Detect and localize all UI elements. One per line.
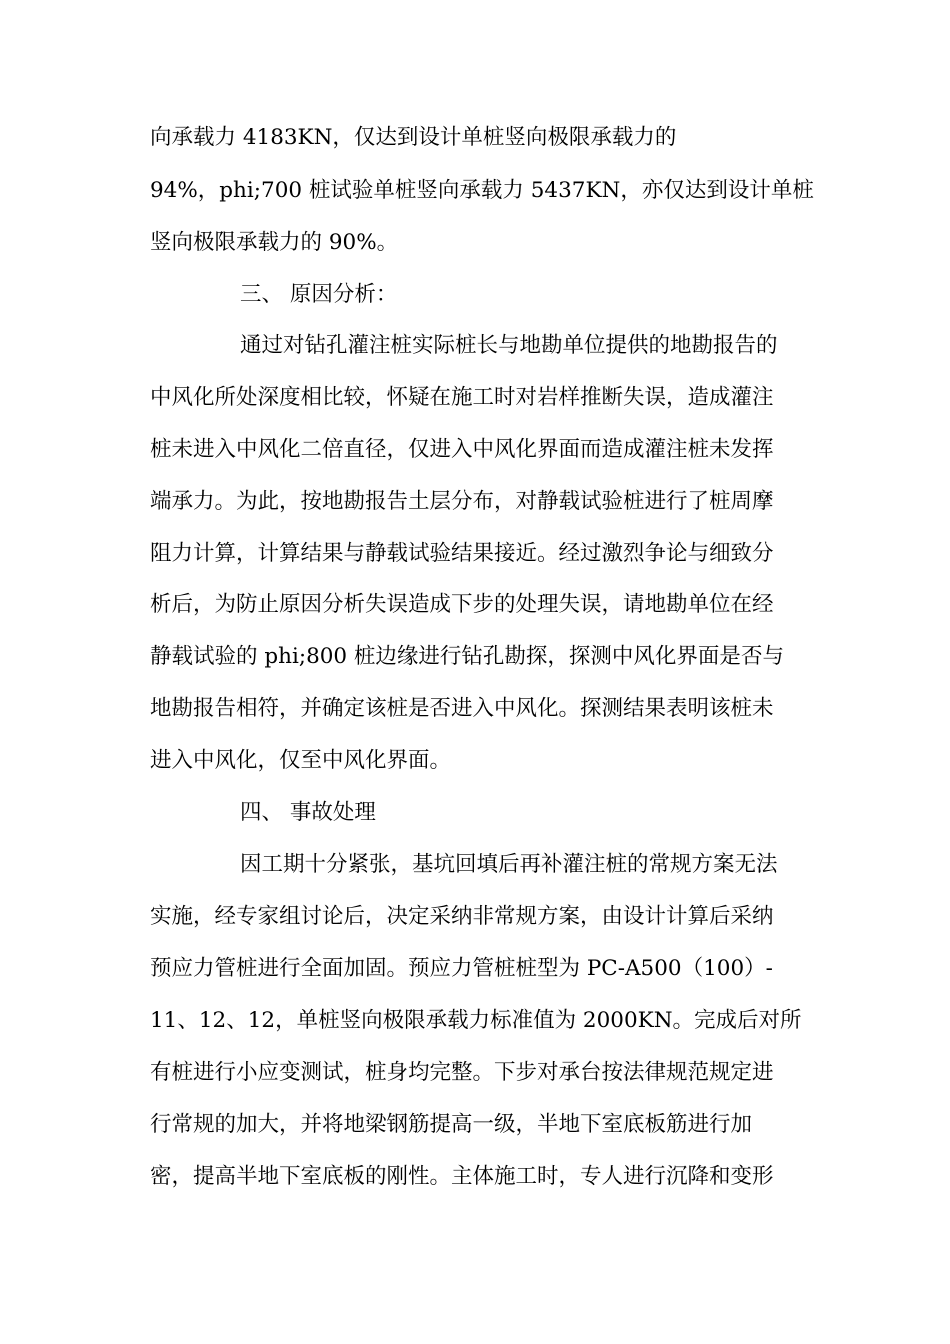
body-text-line: 桩未进入中风化二倍直径，仅进入中风化界面而造成灌注桩未发挥: [150, 437, 774, 462]
section-heading-accident-handling: 四、 事故处理: [240, 800, 376, 825]
body-text-line: 进入中风化，仅至中风化界面。: [150, 748, 452, 773]
body-text-line: 行常规的加大，并将地梁钢筋提高一级，半地下室底板筋进行加: [150, 1112, 753, 1137]
body-text-line: 地勘报告相符，并确定该桩是否进入中风化。探测结果表明该桩未: [150, 696, 774, 721]
body-text-line: 端承力。为此，按地勘报告土层分布，对静载试验桩进行了桩周摩: [150, 489, 774, 514]
body-text-line: 实施，经专家组讨论后，决定采纳非常规方案，由设计计算后采纳: [150, 904, 774, 929]
body-text-line: 通过对钻孔灌注桩实际桩长与地勘单位提供的地勘报告的: [240, 333, 778, 358]
body-text-line: 11、12、12，单桩竖向极限承载力标准值为 2000KN。完成后对所: [150, 1008, 802, 1033]
body-text-line: 析后，为防止原因分析失误造成下步的处理失误，请地勘单位在经: [150, 592, 774, 617]
body-text-line: 向承载力 4183KN，仅达到设计单桩竖向极限承载力的: [150, 125, 677, 150]
body-text-line: 预应力管桩进行全面加固。预应力管桩桩型为 PC-A500（100）-: [150, 956, 773, 981]
body-text-line: 94%，phi;700 桩试验单桩竖向承载力 5437KN，亦仅达到设计单桩: [150, 178, 814, 203]
body-text-line: 静载试验的 phi;800 桩边缘进行钻孔勘探，探测中风化界面是否与: [150, 644, 784, 669]
body-text-line: 中风化所处深度相比较，怀疑在施工时对岩样推断失误，造成灌注: [150, 385, 774, 410]
body-text-line: 密，提高半地下室底板的刚性。主体施工时，专人进行沉降和变形: [150, 1164, 774, 1189]
body-text-line: 因工期十分紧张，基坑回填后再补灌注桩的常规方案无法: [240, 852, 778, 877]
section-heading-cause-analysis: 三、 原因分析：: [240, 282, 398, 307]
body-text-line: 有桩进行小应变测试，桩身均完整。下步对承台按法律规范规定进: [150, 1060, 774, 1085]
body-text-line: 阻力计算，计算结果与静载试验结果接近。经过激烈争论与细致分: [150, 541, 774, 566]
body-text-line: 竖向极限承载力的 90%。: [150, 230, 399, 255]
